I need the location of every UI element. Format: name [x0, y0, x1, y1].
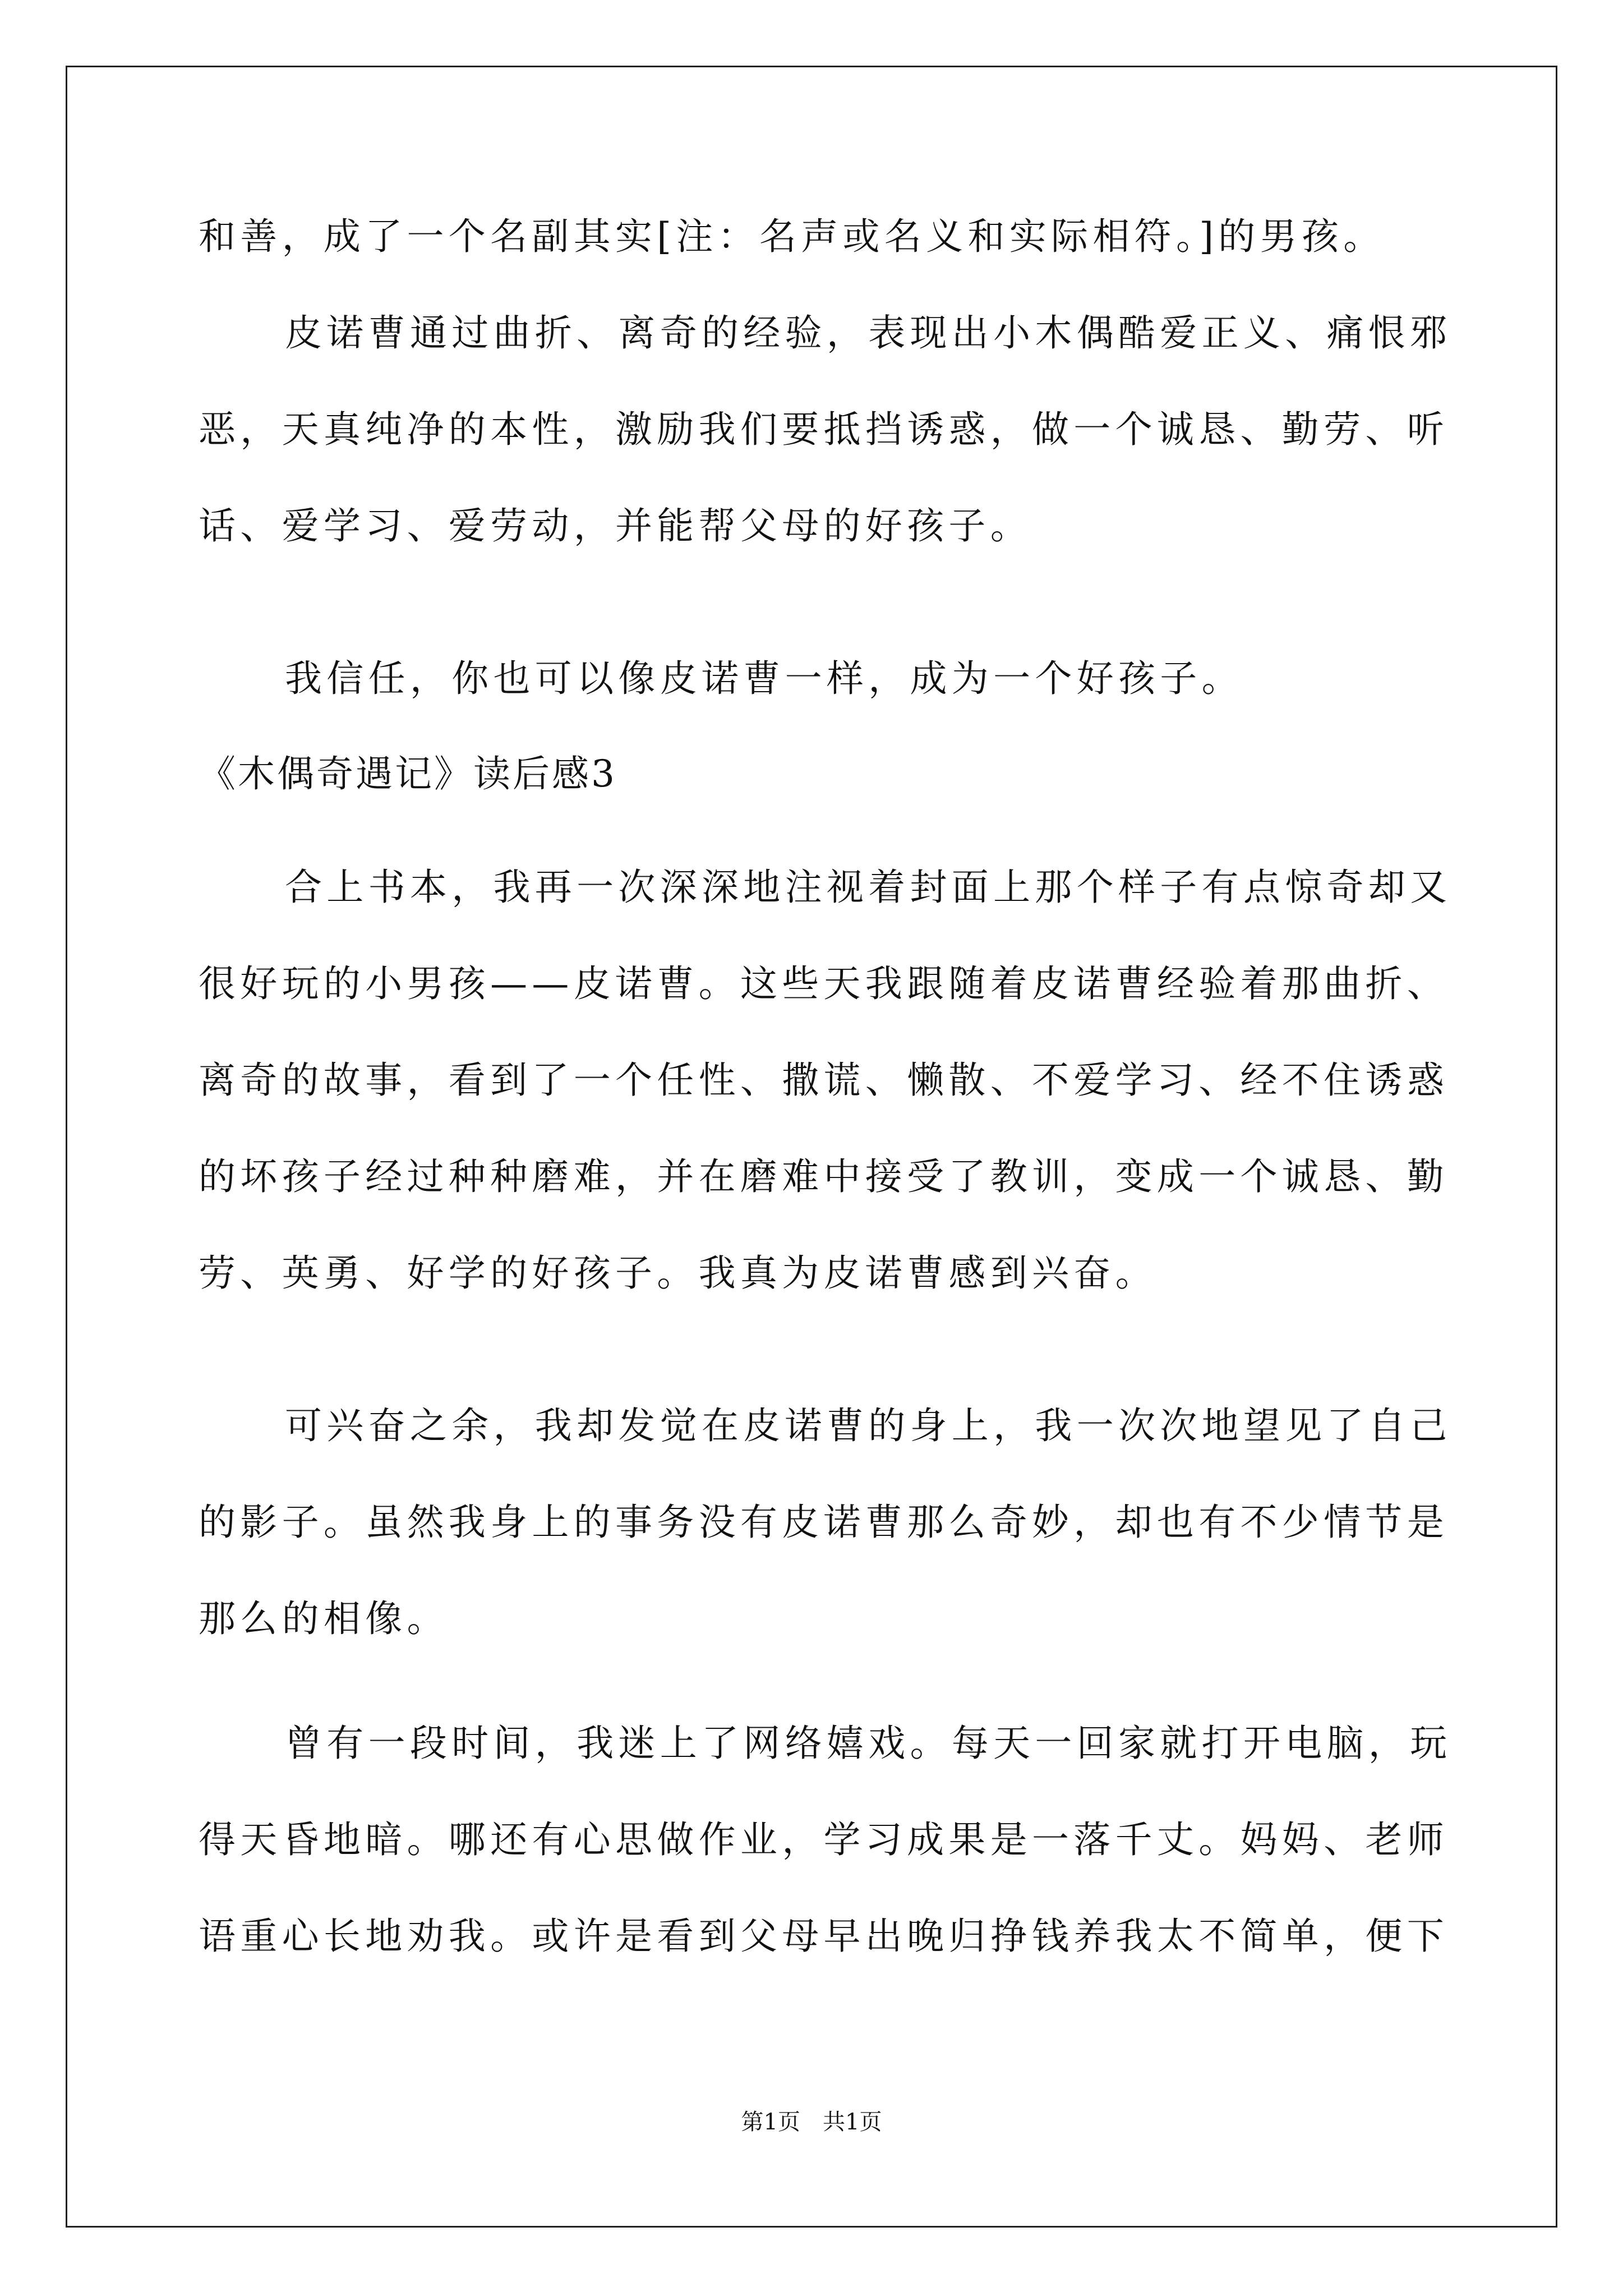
text-line: 得天昏地暗。哪还有心思做作业，学习成果是一落千丈。妈妈、老师: [199, 1818, 1449, 1861]
text-line: 的影子。虽然我身上的事务没有皮诺曹那么奇妙，却也有不少情节是: [199, 1501, 1449, 1544]
page-footer: 第1页 共1页: [741, 2109, 882, 2135]
section-heading: 《木偶奇遇记》读后感3: [199, 752, 617, 795]
text-line: 恶，天真纯净的本性，激励我们要抵挡诱惑，做一个诚恳、勤劳、听: [199, 408, 1449, 451]
paragraph-line: 曾有一段时间，我迷上了网络嬉戏。每天一回家就打开电脑，玩: [285, 1722, 1452, 1765]
text-line: 很好玩的小男孩——皮诺曹。这些天我跟随着皮诺曹经验着那曲折、: [199, 962, 1449, 1005]
text-line: 语重心长地劝我。或许是看到父母早出晚归挣钱养我太不简单，便下: [199, 1915, 1449, 1958]
paragraph-line: 可兴奋之余，我却发觉在皮诺曹的身上，我一次次地望见了自己: [285, 1404, 1452, 1447]
paragraph-line: 我信任，你也可以像皮诺曹一样，成为一个好孩子。: [285, 657, 1243, 700]
text-line: 劳、英勇、好学的好孩子。我真为皮诺曹感到兴奋。: [199, 1251, 1157, 1295]
text-line: 的坏孩子经过种种磨难，并在磨难中接受了教训，变成一个诚恳、勤: [199, 1155, 1449, 1198]
text-line: 离奇的故事，看到了一个任性、撒谎、懒散、不爱学习、经不住诱惑: [199, 1059, 1449, 1102]
paragraph-line: 合上书本，我再一次深深地注视着封面上那个样子有点惊奇却又: [285, 866, 1452, 909]
page-border: [66, 66, 1557, 2228]
paragraph-line: 皮诺曹通过曲折、离奇的经验，表现出小木偶酷爱正义、痛恨邪: [285, 311, 1452, 355]
text-line: 那么的相像。: [199, 1597, 449, 1640]
text-line: 和善，成了一个名副其实[注：名声或名义和实际相符。]的男孩。: [199, 215, 1385, 258]
text-line: 话、爱学习、爱劳动，并能帮父母的好孩子。: [199, 504, 1032, 547]
